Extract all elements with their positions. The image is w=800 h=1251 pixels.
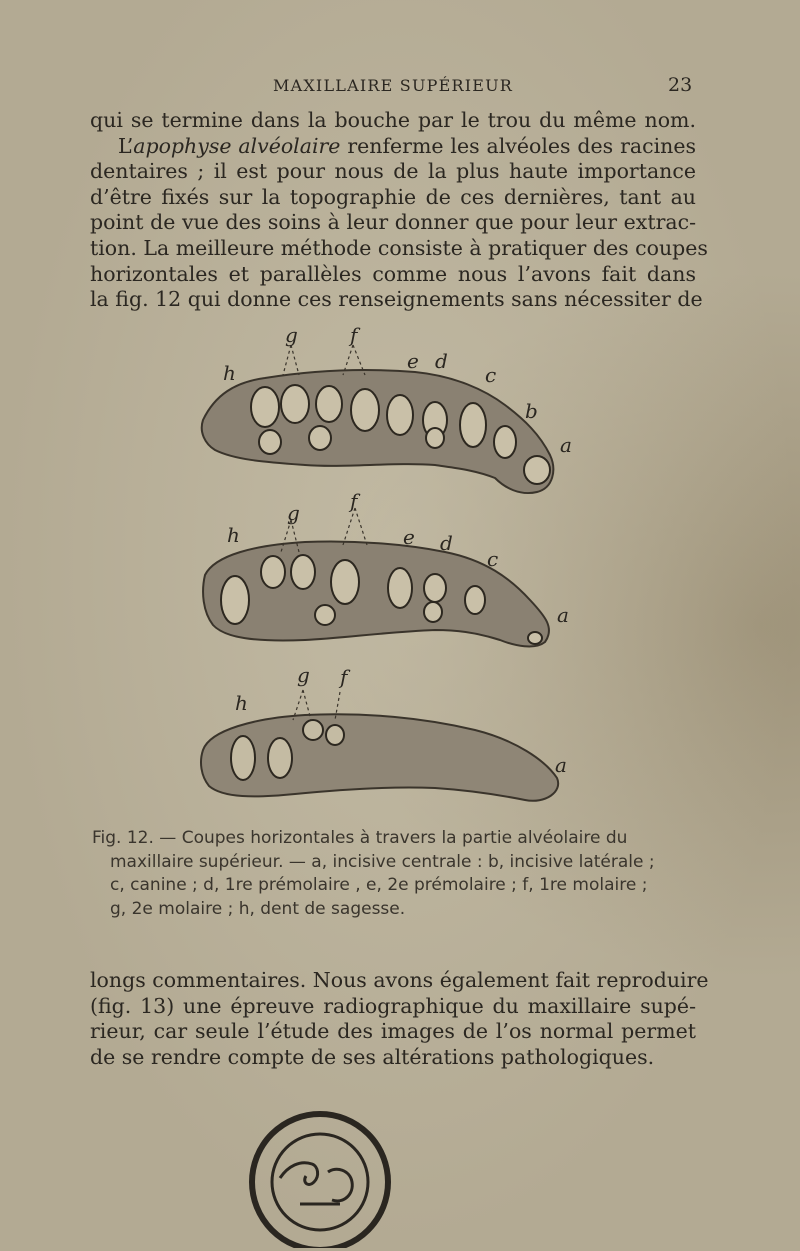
- text-line: longs commentaires. Nous avons également fait reproduire: [90, 968, 709, 992]
- caption-line: c, canine ; d, 1re prémolaire , e, 2e prémolaire ; f, 1re molaire ;: [110, 875, 648, 895]
- text-line: dentaires ; il est pour nous de la plus haute importance: [90, 159, 696, 184]
- label-f: f: [350, 323, 358, 347]
- text-line: point de vue des soins à leur donner que pour leur extrac-: [90, 210, 696, 235]
- label-b: b: [525, 399, 538, 423]
- label-c: c: [487, 547, 499, 571]
- label-g: g: [285, 323, 298, 347]
- figure-12-illustration: [195, 320, 595, 820]
- label-e: e: [407, 349, 419, 373]
- running-title: MAXILLAIRE SUPÉRIEUR: [273, 76, 514, 95]
- text-line: de se rendre compte de ses altérations pathologiques.: [90, 1044, 655, 1069]
- caption-line: g, 2e molaire ; h, dent de sagesse.: [110, 898, 406, 919]
- section-1: [202, 323, 572, 493]
- text-line: d’être fixés sur la topographie de ces dernières, tant au: [90, 184, 696, 209]
- text-line: horizontales et parallèles comme nous l’avons fait dans: [90, 261, 696, 286]
- label-c: c: [485, 363, 497, 387]
- text-line: (fig. 13) une épreuve radiographique du maxillaire supé-: [90, 993, 696, 1018]
- label-a: a: [557, 603, 569, 627]
- text-line: qui se termine dans la bouche par le trou du même nom.: [90, 108, 696, 132]
- label-a: a: [560, 433, 572, 457]
- label-f: f: [350, 489, 358, 513]
- section-2: [203, 489, 569, 646]
- text-run: renferme les alvéoles des racines: [340, 133, 696, 158]
- label-h: h: [235, 691, 248, 715]
- label-g: g: [287, 501, 300, 525]
- label-d: d: [435, 349, 448, 373]
- caption-line: maxillaire supérieur. — a, incisive centrale : b, incisive latérale ;: [110, 851, 655, 872]
- body-paragraph-2: [90, 968, 709, 1070]
- text-line: la fig. 12 qui donne ces renseignements sans nécessiter de: [90, 287, 703, 312]
- section-3: [201, 663, 567, 801]
- body-paragraph-1: [90, 108, 708, 313]
- italic-term: apophyse alvéolaire: [133, 133, 341, 158]
- page-number: 23: [668, 74, 693, 96]
- caption-line: Fig. 12. — Coupes horizontales à travers la partie alvéolaire du: [92, 828, 628, 848]
- label-h: h: [223, 361, 236, 385]
- text-run: L’: [118, 133, 134, 158]
- label-a: a: [555, 753, 567, 777]
- figure-caption: [92, 827, 702, 921]
- label-g: g: [297, 663, 310, 687]
- label-d: d: [440, 531, 453, 555]
- text-line: rieur, car seule l’étude des images de l’os normal permet: [90, 1019, 696, 1044]
- page-header: [0, 72, 800, 102]
- label-e: e: [403, 525, 415, 549]
- label-f: f: [340, 665, 348, 689]
- label-h: h: [227, 523, 240, 547]
- text-line: [90, 134, 696, 160]
- text-line: tion. La meilleure méthode consiste à pratiquer des coupes: [90, 235, 708, 260]
- library-stamp: [240, 1108, 400, 1248]
